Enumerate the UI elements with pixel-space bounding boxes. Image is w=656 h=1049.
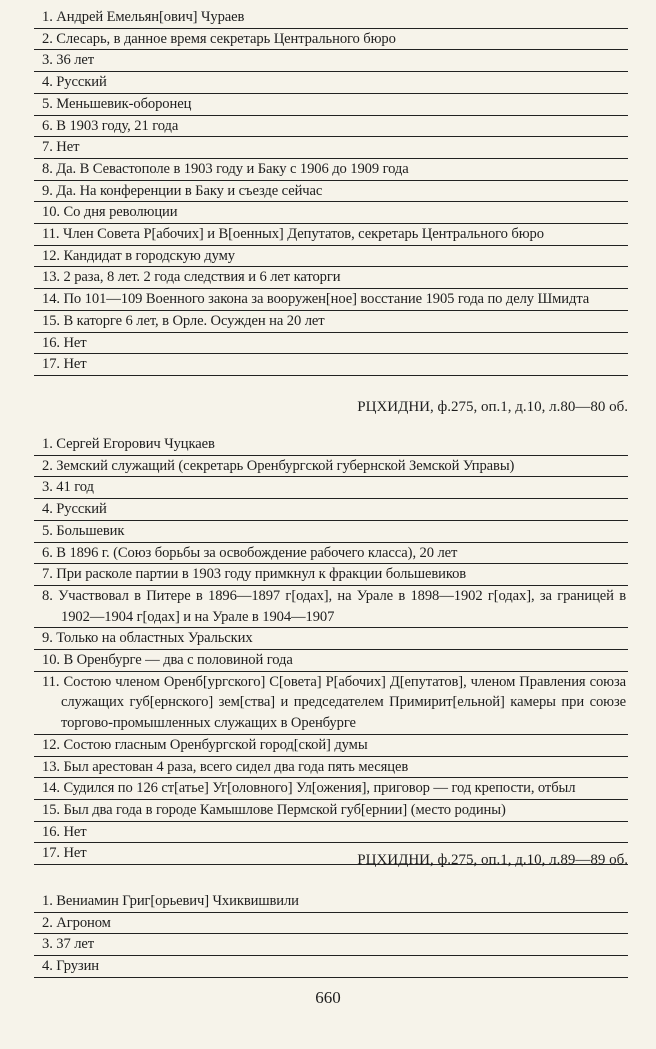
answer-row: 3. 36 лет — [34, 50, 628, 72]
answer-row: 17. Нет — [34, 843, 628, 865]
answer-row: 2. Слесарь, в данное время секретарь Центрального бюро — [34, 29, 628, 51]
answer-row: 10. В Оренбурге — два с половиной года — [34, 650, 628, 672]
answer-row: 5. Меньшевик-оборонец — [34, 94, 628, 116]
answer-row: 11. Член Совета Р[абочих] и В[оенных] Депутатов, секретарь Центрального бюро — [34, 224, 628, 246]
answer-row: 16. Нет — [34, 822, 628, 844]
answer-row: 6. В 1896 г. (Союз борьбы за освобождение рабочего класса), 20 лет — [34, 543, 628, 565]
answer-row: 5. Большевик — [34, 521, 628, 543]
answer-row: 3. 41 год — [34, 477, 628, 499]
record-chkhikvishvili — [34, 891, 628, 978]
answer-row: 1. Андрей Емельян[ович] Чураев — [34, 7, 628, 29]
answer-row: 13. 2 раза, 8 лет. 2 года следствия и 6 лет каторги — [34, 267, 628, 289]
answer-row: 8. Да. В Севастополе в 1903 году и Баку с 1906 до 1909 года — [34, 159, 628, 181]
answer-row: 15. Был два года в городе Камышлове Пермской губ[ернии] (место родины) — [34, 800, 628, 822]
answer-row: 7. Нет — [34, 137, 628, 159]
answer-row: 13. Был арестован 4 раза, всего сидел два года пять месяцев — [34, 757, 628, 779]
answer-row: 9. Да. На конференции в Баку и съезде сейчас — [34, 181, 628, 203]
answer-row: 8. Участвовал в Питере в 1896—1897 г[одах], на Урале в 1898—1902 г[одах], за границей в 1902—1904 г[одах] и на Урале в 1904—1907 — [34, 586, 628, 628]
answer-row: 12. Состою гласным Оренбургской город[ской] думы — [34, 735, 628, 757]
answer-row: 1. Вениамин Григ[орьевич] Чхиквишвили — [34, 891, 628, 913]
answer-row: 14. По 101—109 Военного закона за вооружен[ное] восстание 1905 года по делу Шмидта — [34, 289, 628, 311]
answer-row: 14. Судился по 126 ст[атье] Уг[оловного] Ул[ожения], приговор — год крепости, отбыл — [34, 778, 628, 800]
answer-row: 4. Русский — [34, 72, 628, 94]
answer-row: 17. Нет — [34, 354, 628, 376]
record-churaev — [34, 7, 628, 376]
answer-row: 7. При расколе партии в 1903 году примкнул к фракции большевиков — [34, 564, 628, 586]
answer-row: 9. Только на областных Уральских — [34, 628, 628, 650]
answer-row: 1. Сергей Егорович Чуцкаев — [34, 434, 628, 456]
page-number: 660 — [315, 988, 341, 1007]
answer-row: 3. 37 лет — [34, 934, 628, 956]
answer-row: 11. Состою членом Оренб[ургского] С[овета] Р[абочих] Д[епутатов], членом Правления союза служащих губ[ернского] зем[ства] и председателем Примирит[ельной] камеры при союзе торгово-промышленных служащих в Оренбурге — [34, 672, 628, 735]
answer-row: 12. Кандидат в городскую думу — [34, 246, 628, 268]
answer-row: 2. Земский служащий (секретарь Оренбургской губернской Земской Управы) — [34, 456, 628, 478]
record-chutskaev — [34, 434, 628, 865]
answer-row: 16. Нет — [34, 333, 628, 355]
answer-row: 2. Агроном — [34, 913, 628, 935]
answer-row: 4. Грузин — [34, 956, 628, 978]
answer-row: 15. В каторге 6 лет, в Орле. Осужден на 20 лет — [34, 311, 628, 333]
answer-row: 6. В 1903 году, 21 года — [34, 116, 628, 138]
answer-row: 4. Русский — [34, 499, 628, 521]
archive-citation: РЦХИДНИ, ф.275, оп.1, д.10, л.89—89 об. — [357, 852, 628, 868]
answer-row: 10. Со дня революции — [34, 202, 628, 224]
archive-citation: РЦХИДНИ, ф.275, оп.1, д.10, л.80—80 об. — [357, 399, 628, 415]
